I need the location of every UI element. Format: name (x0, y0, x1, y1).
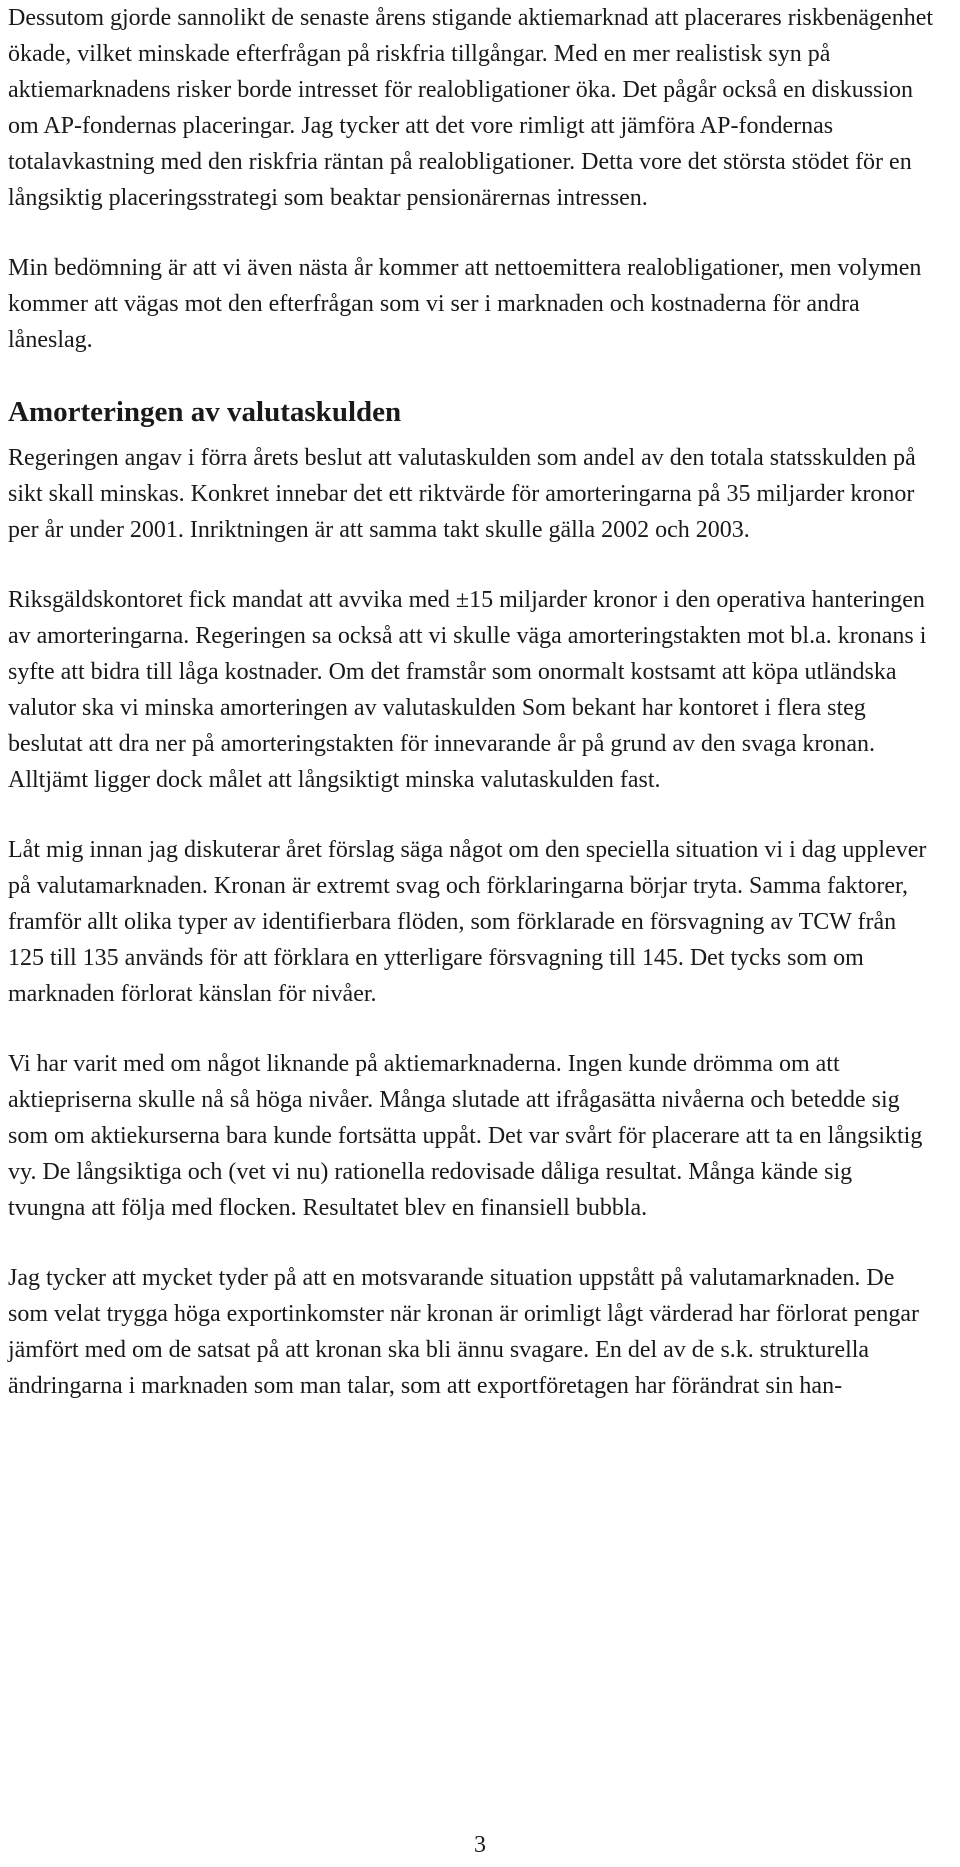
paragraph: Regeringen angav i förra årets beslut att valutaskulden som andel av den totala statsskulden på sikt skall minskas. Konkret innebar det ett riktvärde för amorteringarna på 35 miljarder kronor per år under 2001. Inriktningen är att samma takt skulle gälla 2002 och 2003. (8, 445, 916, 543)
section-heading: Amorteringen av valutaskulden (8, 396, 402, 428)
paragraph: Min bedömning är att vi även nästa år kommer att nettoemittera realobligationer, men volymen kommer att vägas mot den efterfrågan som vi ser i marknaden och kostnaderna för andra låneslag. (8, 255, 922, 353)
page-number: 3 (474, 1832, 486, 1858)
paragraph: Jag tycker att mycket tyder på att en motsvarande situation uppstått på valutamarknaden. De som velat trygga höga exportinkomster när kronan är orimligt lågt värderad har förlorat pengar jämfört med om de satsat på att kronan ska bli ännu svagare. En del av de s.k. strukturella ändringarna i marknaden som man talar, som att exportföretagen har förändrat sin han- (8, 1265, 920, 1399)
paragraph: Riksgäldskontoret fick mandat att avvika med ±15 miljarder kronor i den operativa hanteringen av amorteringarna. Regeringen sa också att vi skulle väga amorteringstakten mot bl.a. kronans i syfte att bidra till låga kostnader. Om det framstår som onormalt kostsamt att köpa utländska valutor ska vi minska amorteringen av valutaskulden Som bekant har kontoret i flera steg beslutat att dra ner på amorteringstakten för innevarande år på grund av den svaga kronan. Alltjämt ligger dock målet att långsiktigt minska valutaskulden fast. (8, 587, 927, 793)
paragraph: Låt mig innan jag diskuterar året förslag säga något om den speciella situation vi i dag upplever på valutamarknaden. Kronan är extremt svag och förklaringarna börjar tryta. Samma faktorer, framför allt olika typer av identifierbara flöden, som förklarade en försvagning av TCW från 125 till 135 används för att förklara en ytterligare försvagning till 145. Det tycks som om marknaden förlorat känslan för nivåer. (8, 837, 927, 1007)
document-page (8, 0, 933, 1438)
paragraph: Vi har varit med om något liknande på aktiemarknaderna. Ingen kunde drömma om att aktiepriserna skulle nå så höga nivåer. Många slutade att ifrågasätta nivåerna och betedde sig som om aktiekurserna bara kunde fortsätta uppåt. Det var svårt för placerare att ta en långsiktig vy. De långsiktiga och (vet vi nu) rationella redovisade dåliga resultat. Många kände sig tvungna att följa med flocken. Resultatet blev en finansiell bubbla. (8, 1051, 923, 1221)
paragraph: Dessutom gjorde sannolikt de senaste årens stigande aktiemarknad att placerares riskbenägenhet ökade, vilket minskade efterfrågan på riskfria tillgångar. Med en mer realistisk syn på aktiemarknadens risker borde intresset för realobligationer öka. Det pågår också en diskussion om AP-fondernas placeringar. Jag tycker att det vore rimligt att jämföra AP-fondernas totalavkastning med den riskfria räntan på realobligationer. Detta vore det största stödet för en långsiktig placeringsstrategi som beaktar pensionärernas intressen. (8, 5, 934, 211)
